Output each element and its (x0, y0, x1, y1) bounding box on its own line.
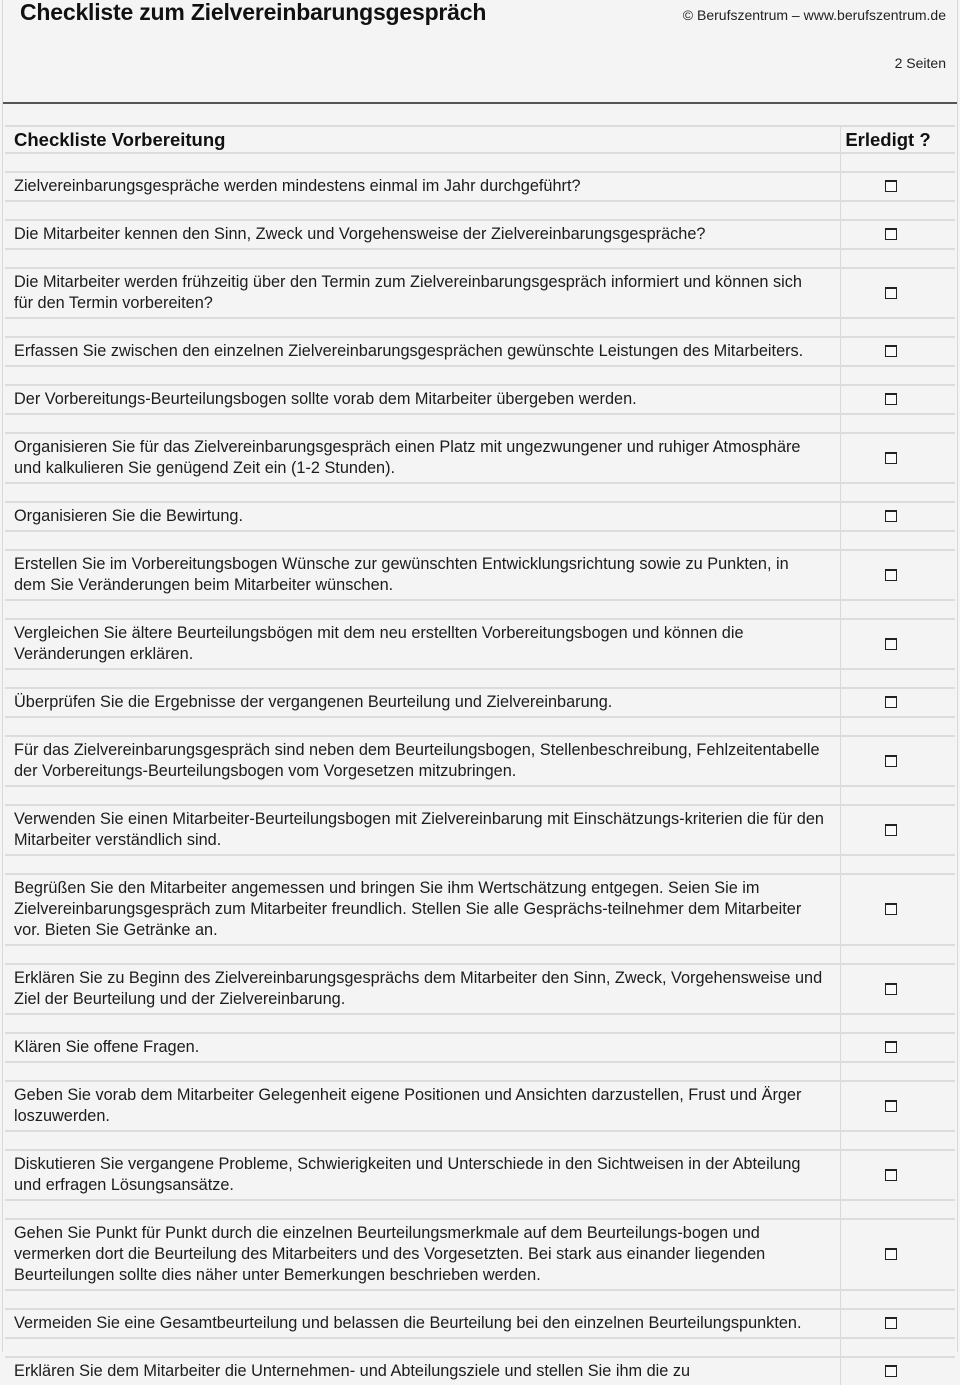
spacer-cell (841, 945, 956, 964)
checklist-item-text: Vergleichen Sie ältere Beurteilungsbögen mit dem neu erstellten Vorbereitungsbogen und können die Veränderungen erklären. (5, 619, 841, 669)
spacer-cell (5, 717, 841, 736)
spacer-row (5, 855, 955, 874)
checklist-row (5, 688, 955, 717)
checklist-done-cell (841, 1357, 956, 1385)
checklist-done-cell (841, 172, 956, 201)
copyright-notice: © Berufszentrum – www.berufszentrum.de (682, 7, 946, 23)
checklist-done-cell (841, 337, 956, 366)
checklist-row (5, 1081, 955, 1131)
spacer-cell (5, 153, 841, 172)
checklist-item-text: Der Vorbereitungs-Beurteilungsbogen sollte vorab dem Mitarbeiter übergeben werden. (5, 385, 841, 414)
checklist-table (5, 125, 955, 1385)
checkbox-icon[interactable] (885, 638, 897, 650)
checklist-row (5, 1150, 955, 1200)
spacer-cell (5, 249, 841, 268)
checklist-done-cell (841, 874, 956, 945)
checklist-row (5, 1219, 955, 1290)
spacer-cell (841, 1290, 956, 1309)
spacer-cell (5, 1290, 841, 1309)
checklist-item-text: Gehen Sie Punkt für Punkt durch die einzelnen Beurteilungsmerkmale auf dem Beurteilungs-bogen und vermerken dort die Beurteilung des Mitarbeiters und des Vorgesetzten. Bei stark aus einander liegenden Beurteilungen sollte dies näher unter Bemerkungen beschrieben werden. (5, 1219, 841, 1290)
spacer-cell (841, 201, 956, 220)
checkbox-icon[interactable] (885, 510, 897, 522)
checklist-item-text: Erstellen Sie im Vorbereitungsbogen Wünsche zur gewünschten Entwicklungsrichtung sowie zu Punkten, in dem Sie Veränderungen beim Mitarbeiter wünschen. (5, 550, 841, 600)
checklist-item-text: Begrüßen Sie den Mitarbeiter angemessen und bringen Sie ihm Wertschätzung entgegen. Seien Sie im Zielvereinbarungsgespräch zum Mitarbeiter freundlich. Stellen Sie alle Gesprächs-teilnehmer dem Mitarbeiter vor. Bieten Sie Getränke an. (5, 874, 841, 945)
spacer-cell (5, 1014, 841, 1033)
checkbox-icon[interactable] (885, 228, 897, 240)
checklist-done-cell (841, 502, 956, 531)
checkbox-icon[interactable] (885, 1169, 897, 1181)
spacer-row (5, 786, 955, 805)
checklist-item-text: Überprüfen Sie die Ergebnisse der vergangenen Beurteilung und Zielvereinbarung. (5, 688, 841, 717)
checklist-done-cell (841, 736, 956, 786)
checklist-done-cell (841, 1219, 956, 1290)
checkbox-icon[interactable] (885, 696, 897, 708)
spacer-cell (5, 531, 841, 550)
spacer-cell (841, 318, 956, 337)
checkbox-icon[interactable] (885, 1041, 897, 1053)
document-title: Checkliste zum Zielvereinbarungsgespräch (20, 0, 487, 25)
spacer-cell (5, 600, 841, 619)
checkbox-icon[interactable] (885, 1248, 897, 1260)
checklist-row (5, 1309, 955, 1338)
spacer-cell (5, 483, 841, 502)
spacer-cell (5, 786, 841, 805)
checkbox-icon[interactable] (885, 287, 897, 299)
checklist-done-cell (841, 1033, 956, 1062)
spacer-cell (841, 531, 956, 550)
spacer-cell (5, 855, 841, 874)
spacer-cell (841, 669, 956, 688)
checkbox-icon[interactable] (885, 569, 897, 581)
checklist-row (5, 433, 955, 483)
spacer-cell (841, 1062, 956, 1081)
spacer-row (5, 1131, 955, 1150)
checklist-done-cell (841, 268, 956, 318)
spacer-cell (841, 153, 956, 172)
spacer-row (5, 1014, 955, 1033)
spacer-cell (841, 600, 956, 619)
spacer-row (5, 483, 955, 502)
spacer-cell (841, 717, 956, 736)
spacer-cell (841, 483, 956, 502)
spacer-row (5, 153, 955, 172)
spacer-cell (841, 249, 956, 268)
spacer-cell (841, 1200, 956, 1219)
checkbox-icon[interactable] (885, 903, 897, 915)
checklist-item-text: Vermeiden Sie eine Gesamtbeurteilung und belassen die Beurteilung bei den einzelnen Beurteilungspunkten. (5, 1309, 841, 1338)
spacer-cell (841, 414, 956, 433)
checklist-row (5, 385, 955, 414)
checklist-done-cell (841, 1150, 956, 1200)
checklist-item-text: Erklären Sie zu Beginn des Zielvereinbarungsgesprächs dem Mitarbeiter den Sinn, Zweck, Vorgehensweise und Ziel der Beurteilung und der Zielvereinbarung. (5, 964, 841, 1014)
checklist-done-cell (841, 619, 956, 669)
spacer-cell (5, 1131, 841, 1150)
checklist-done-cell (841, 385, 956, 414)
checklist-item-text: Diskutieren Sie vergangene Probleme, Schwierigkeiten und Unterschiede in den Sichtweisen in der Abteilung und erfragen Lösungsansätze. (5, 1150, 841, 1200)
checklist-done-cell (841, 805, 956, 855)
spacer-row (5, 945, 955, 964)
spacer-cell (841, 366, 956, 385)
checklist-item-text: Organisieren Sie die Bewirtung. (5, 502, 841, 531)
spacer-cell (5, 1062, 841, 1081)
checklist-done-cell (841, 1309, 956, 1338)
checklist-row (5, 220, 955, 249)
spacer-cell (5, 945, 841, 964)
checklist-row (5, 268, 955, 318)
spacer-row (5, 366, 955, 385)
column-header-item: Checkliste Vorbereitung (5, 126, 841, 153)
checkbox-icon[interactable] (885, 345, 897, 357)
checkbox-icon[interactable] (885, 393, 897, 405)
checkbox-icon[interactable] (885, 1365, 897, 1377)
checklist-row (5, 874, 955, 945)
checklist-row (5, 964, 955, 1014)
checklist-item-text: Zielvereinbarungsgespräche werden mindestens einmal im Jahr durchgeführt? (5, 172, 841, 201)
checklist-row (5, 1357, 955, 1385)
checklist-row (5, 736, 955, 786)
spacer-row (5, 1338, 955, 1357)
spacer-cell (841, 1014, 956, 1033)
checklist-item-text: Klären Sie offene Fragen. (5, 1033, 841, 1062)
spacer-row (5, 414, 955, 433)
spacer-cell (5, 669, 841, 688)
checklist-item-text: Verwenden Sie einen Mitarbeiter-Beurteilungsbogen mit Zielvereinbarung mit Einschätzungs-kriterien die für den Mitarbeiter verständlich sind. (5, 805, 841, 855)
checklist-row (5, 502, 955, 531)
page-count: 2 Seiten (894, 55, 946, 71)
spacer-cell (841, 855, 956, 874)
spacer-row (5, 600, 955, 619)
spacer-row (5, 318, 955, 337)
spacer-cell (5, 201, 841, 220)
spacer-cell (841, 786, 956, 805)
spacer-row (5, 249, 955, 268)
table-header-row (5, 126, 955, 153)
checklist-row (5, 1033, 955, 1062)
spacer-row (5, 1290, 955, 1309)
checklist-done-cell (841, 433, 956, 483)
checklist-row (5, 550, 955, 600)
checkbox-icon[interactable] (885, 755, 897, 767)
checkbox-icon[interactable] (885, 983, 897, 995)
checklist-done-cell (841, 550, 956, 600)
spacer-row (5, 717, 955, 736)
checklist-row (5, 172, 955, 201)
checklist-item-text: Erklären Sie dem Mitarbeiter die Unternehmen- und Abteilungsziele und stellen Sie ihm die zu (5, 1357, 841, 1385)
checklist-done-cell (841, 688, 956, 717)
checklist-item-text: Die Mitarbeiter kennen den Sinn, Zweck und Vorgehensweise der Zielvereinbarungsgespräche? (5, 220, 841, 249)
spacer-row (5, 669, 955, 688)
spacer-cell (841, 1131, 956, 1150)
checklist-item-text: Die Mitarbeiter werden frühzeitig über den Termin zum Zielvereinbarungsgespräch informiert und können sich für den Termin vorbereiten? (5, 268, 841, 318)
spacer-row (5, 201, 955, 220)
spacer-row (5, 1062, 955, 1081)
checklist-item-text: Geben Sie vorab dem Mitarbeiter Gelegenheit eigene Positionen und Ansichten darzustellen, Frust und Ärger loszuwerden. (5, 1081, 841, 1131)
spacer-cell (5, 366, 841, 385)
spacer-cell (5, 1338, 841, 1357)
checkbox-icon[interactable] (885, 1317, 897, 1329)
checklist-done-cell (841, 220, 956, 249)
checklist-item-text: Erfassen Sie zwischen den einzelnen Zielvereinbarungsgesprächen gewünschte Leistungen des Mitarbeiters. (5, 337, 841, 366)
checklist-item-text: Organisieren Sie für das Zielvereinbarungsgespräch einen Platz mit ungezwungener und ruhiger Atmosphäre und kalkulieren Sie genügend Zeit ein (1-2 Stunden). (5, 433, 841, 483)
spacer-cell (5, 414, 841, 433)
spacer-cell (5, 318, 841, 337)
checklist-done-cell (841, 964, 956, 1014)
checklist-row (5, 619, 955, 669)
checklist-item-text: Für das Zielvereinbarungsgespräch sind neben dem Beurteilungsbogen, Stellenbeschreibung, Fehlzeitentabelle der Vorbereitungs-Beurteilungsbogen vom Vorgesetzen mitzubringen. (5, 736, 841, 786)
column-header-done: Erledigt ? (841, 126, 956, 153)
spacer-row (5, 531, 955, 550)
checkbox-icon[interactable] (885, 452, 897, 464)
checkbox-icon[interactable] (885, 1100, 897, 1112)
spacer-row (5, 1200, 955, 1219)
checklist-done-cell (841, 1081, 956, 1131)
header-divider (3, 102, 957, 104)
checklist-row (5, 337, 955, 366)
checkbox-icon[interactable] (885, 824, 897, 836)
spacer-cell (5, 1200, 841, 1219)
checklist-row (5, 805, 955, 855)
spacer-cell (841, 1338, 956, 1357)
checkbox-icon[interactable] (885, 180, 897, 192)
